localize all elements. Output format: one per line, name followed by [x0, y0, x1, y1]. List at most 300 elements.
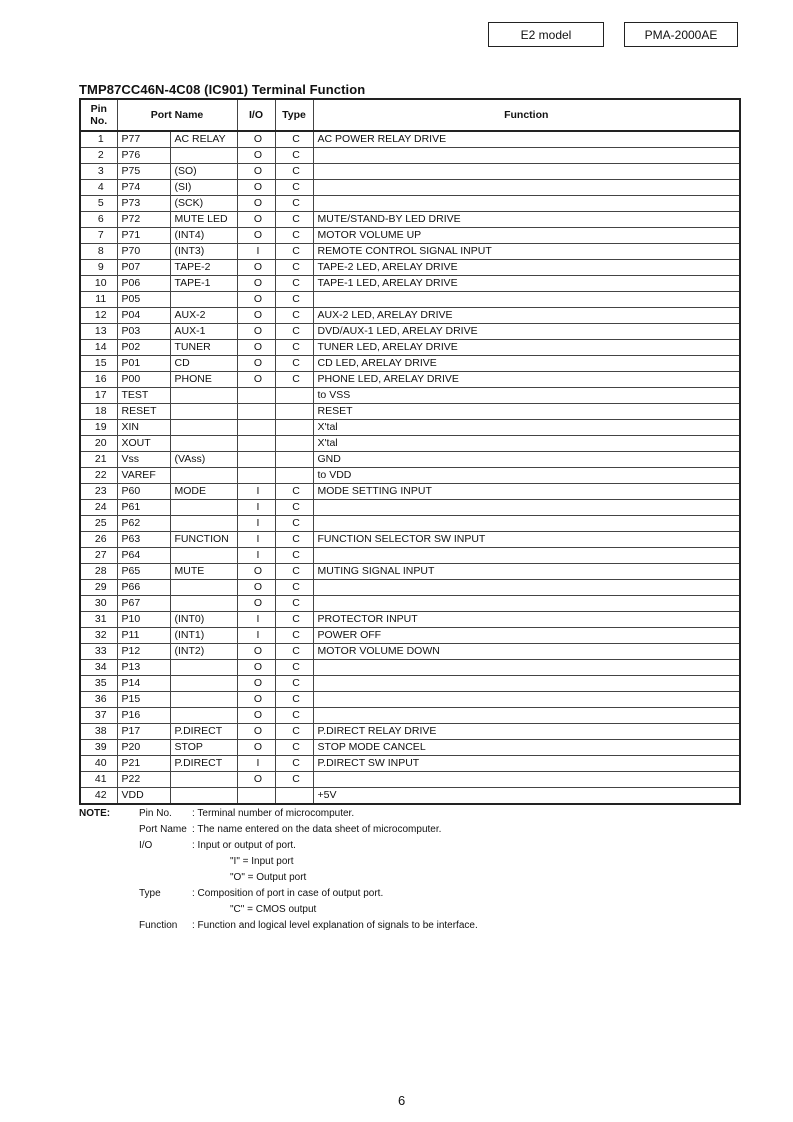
pin-cell: 23 — [80, 484, 117, 500]
table-row — [80, 484, 740, 500]
port-name-cell — [170, 596, 237, 612]
table-row — [80, 131, 740, 148]
table-row — [80, 420, 740, 436]
pin-cell: 11 — [80, 292, 117, 308]
port-cell: P77 — [117, 131, 170, 148]
type-cell: C — [275, 212, 313, 228]
port-name-cell — [170, 772, 237, 788]
io-cell: O — [237, 692, 275, 708]
type-cell — [275, 452, 313, 468]
table-row — [80, 772, 740, 788]
port-name-cell — [170, 676, 237, 692]
port-name-cell: TUNER — [170, 340, 237, 356]
io-cell: O — [237, 644, 275, 660]
pin-cell: 42 — [80, 788, 117, 805]
pin-cell: 7 — [80, 228, 117, 244]
type-cell: C — [275, 532, 313, 548]
note-term: Function — [139, 920, 178, 931]
table-row — [80, 148, 740, 164]
function-cell: MOTOR VOLUME DOWN — [313, 644, 740, 660]
port-name-cell — [170, 708, 237, 724]
port-cell: P75 — [117, 164, 170, 180]
function-cell — [313, 292, 740, 308]
table-row — [80, 340, 740, 356]
pin-cell: 39 — [80, 740, 117, 756]
function-cell — [313, 708, 740, 724]
port-name-cell: TAPE-1 — [170, 276, 237, 292]
table-row — [80, 644, 740, 660]
port-cell: P02 — [117, 340, 170, 356]
port-cell: P21 — [117, 756, 170, 772]
type-cell: C — [275, 484, 313, 500]
function-cell — [313, 164, 740, 180]
note-description: : Composition of port in case of output port. — [192, 888, 384, 899]
table-row — [80, 628, 740, 644]
io-cell: I — [237, 548, 275, 564]
port-cell: P67 — [117, 596, 170, 612]
port-name-cell: (INT0) — [170, 612, 237, 628]
pin-cell: 15 — [80, 356, 117, 372]
table-row — [80, 756, 740, 772]
pin-cell: 28 — [80, 564, 117, 580]
port-cell: P60 — [117, 484, 170, 500]
io-cell: I — [237, 500, 275, 516]
io-cell — [237, 404, 275, 420]
note-description: : Terminal number of microcomputer. — [192, 808, 355, 819]
port-cell: P12 — [117, 644, 170, 660]
header-io: I/O — [237, 99, 275, 131]
type-cell: C — [275, 580, 313, 596]
port-cell: XOUT — [117, 436, 170, 452]
port-name-cell — [170, 468, 237, 484]
type-cell: C — [275, 196, 313, 212]
pin-cell: 10 — [80, 276, 117, 292]
function-cell — [313, 500, 740, 516]
port-name-cell — [170, 548, 237, 564]
port-cell: P11 — [117, 628, 170, 644]
note-term: Type — [139, 888, 161, 899]
pin-cell: 30 — [80, 596, 117, 612]
type-cell: C — [275, 228, 313, 244]
pin-cell: 14 — [80, 340, 117, 356]
type-cell: C — [275, 260, 313, 276]
io-cell: O — [237, 260, 275, 276]
pin-cell: 41 — [80, 772, 117, 788]
io-cell: O — [237, 164, 275, 180]
port-cell: P62 — [117, 516, 170, 532]
port-cell: P07 — [117, 260, 170, 276]
port-cell: P20 — [117, 740, 170, 756]
function-cell: MOTOR VOLUME UP — [313, 228, 740, 244]
type-cell — [275, 788, 313, 805]
header-port-name: Port Name — [117, 99, 237, 131]
io-cell: O — [237, 564, 275, 580]
port-name-cell: FUNCTION — [170, 532, 237, 548]
port-name-cell: (VAss) — [170, 452, 237, 468]
port-name-cell: MUTE — [170, 564, 237, 580]
io-cell: O — [237, 148, 275, 164]
table-row — [80, 244, 740, 260]
port-cell: P14 — [117, 676, 170, 692]
type-cell: C — [275, 356, 313, 372]
pin-cell: 2 — [80, 148, 117, 164]
function-cell — [313, 180, 740, 196]
function-cell: X'tal — [313, 420, 740, 436]
port-cell: P74 — [117, 180, 170, 196]
io-cell: I — [237, 484, 275, 500]
io-cell: O — [237, 660, 275, 676]
type-cell: C — [275, 596, 313, 612]
io-cell: I — [237, 756, 275, 772]
function-cell — [313, 148, 740, 164]
io-cell: O — [237, 676, 275, 692]
type-cell: C — [275, 548, 313, 564]
pin-cell: 13 — [80, 324, 117, 340]
function-cell: RESET — [313, 404, 740, 420]
pin-cell: 33 — [80, 644, 117, 660]
io-cell: I — [237, 516, 275, 532]
port-name-cell — [170, 660, 237, 676]
table-row — [80, 164, 740, 180]
type-cell — [275, 420, 313, 436]
pin-cell: 35 — [80, 676, 117, 692]
function-cell: MODE SETTING INPUT — [313, 484, 740, 500]
port-cell: P22 — [117, 772, 170, 788]
port-name-cell: (SO) — [170, 164, 237, 180]
table-row — [80, 324, 740, 340]
pin-cell: 38 — [80, 724, 117, 740]
function-cell: X'tal — [313, 436, 740, 452]
pin-cell: 8 — [80, 244, 117, 260]
function-cell: MUTING SIGNAL INPUT — [313, 564, 740, 580]
function-cell: GND — [313, 452, 740, 468]
function-cell — [313, 676, 740, 692]
pin-cell: 19 — [80, 420, 117, 436]
pin-cell: 34 — [80, 660, 117, 676]
function-cell — [313, 516, 740, 532]
page-title: TMP87CC46N-4C08 (IC901) Terminal Function — [79, 82, 366, 97]
table-row — [80, 660, 740, 676]
io-cell — [237, 388, 275, 404]
pin-cell: 20 — [80, 436, 117, 452]
type-cell: C — [275, 292, 313, 308]
function-cell — [313, 548, 740, 564]
port-name-cell: (INT3) — [170, 244, 237, 260]
type-cell: C — [275, 340, 313, 356]
port-name-cell: (INT1) — [170, 628, 237, 644]
table-row — [80, 516, 740, 532]
type-cell: C — [275, 564, 313, 580]
port-cell: P17 — [117, 724, 170, 740]
type-cell: C — [275, 244, 313, 260]
table-row — [80, 356, 740, 372]
port-cell: P03 — [117, 324, 170, 340]
io-cell — [237, 468, 275, 484]
io-cell: O — [237, 356, 275, 372]
table-row — [80, 564, 740, 580]
function-cell — [313, 580, 740, 596]
type-cell: C — [275, 276, 313, 292]
pin-cell: 24 — [80, 500, 117, 516]
note-description: "I" = Input port — [230, 856, 294, 867]
port-cell: P04 — [117, 308, 170, 324]
pin-cell: 27 — [80, 548, 117, 564]
port-cell: P61 — [117, 500, 170, 516]
port-cell: P65 — [117, 564, 170, 580]
io-cell: I — [237, 612, 275, 628]
table-row — [80, 212, 740, 228]
port-name-cell — [170, 148, 237, 164]
type-cell — [275, 436, 313, 452]
pin-cell: 40 — [80, 756, 117, 772]
io-cell: I — [237, 532, 275, 548]
function-cell — [313, 596, 740, 612]
type-cell: C — [275, 756, 313, 772]
table-row — [80, 468, 740, 484]
port-cell: VAREF — [117, 468, 170, 484]
pin-cell: 6 — [80, 212, 117, 228]
note-term: I/O — [139, 840, 153, 851]
port-cell: P76 — [117, 148, 170, 164]
note-description: : Input or output of port. — [192, 840, 296, 851]
port-cell: P72 — [117, 212, 170, 228]
function-cell: to VDD — [313, 468, 740, 484]
port-name-cell — [170, 292, 237, 308]
type-cell: C — [275, 708, 313, 724]
table-row — [80, 532, 740, 548]
table-row — [80, 180, 740, 196]
port-cell: P73 — [117, 196, 170, 212]
note-term: Pin No. — [139, 808, 172, 819]
port-cell: P70 — [117, 244, 170, 260]
port-name-cell: (SCK) — [170, 196, 237, 212]
function-cell: PHONE LED, ARELAY DRIVE — [313, 372, 740, 388]
port-name-cell — [170, 404, 237, 420]
io-cell — [237, 420, 275, 436]
io-cell: O — [237, 708, 275, 724]
port-cell: P06 — [117, 276, 170, 292]
table-row — [80, 292, 740, 308]
type-cell — [275, 388, 313, 404]
pin-cell: 3 — [80, 164, 117, 180]
type-cell: C — [275, 500, 313, 516]
pin-cell: 37 — [80, 708, 117, 724]
pin-cell: 17 — [80, 388, 117, 404]
port-name-cell: (INT4) — [170, 228, 237, 244]
table-row — [80, 692, 740, 708]
port-name-cell — [170, 436, 237, 452]
table-row — [80, 548, 740, 564]
table-row — [80, 308, 740, 324]
function-cell: REMOTE CONTROL SIGNAL INPUT — [313, 244, 740, 260]
function-cell: TAPE-1 LED, ARELAY DRIVE — [313, 276, 740, 292]
type-cell: C — [275, 660, 313, 676]
io-cell: O — [237, 596, 275, 612]
note-description: "C" = CMOS output — [230, 904, 317, 915]
port-name-cell — [170, 388, 237, 404]
port-name-cell: (INT2) — [170, 644, 237, 660]
port-name-cell: PHONE — [170, 372, 237, 388]
io-cell: O — [237, 740, 275, 756]
port-cell: P66 — [117, 580, 170, 596]
note-description: : Function and logical level explanation of signals to be interface. — [192, 920, 478, 931]
port-name-cell: STOP — [170, 740, 237, 756]
io-cell: O — [237, 180, 275, 196]
note-label: NOTE: — [79, 808, 111, 819]
io-cell: O — [237, 772, 275, 788]
io-cell: O — [237, 292, 275, 308]
io-cell: O — [237, 228, 275, 244]
type-cell — [275, 404, 313, 420]
function-cell: TUNER LED, ARELAY DRIVE — [313, 340, 740, 356]
note-description: "O" = Output port — [230, 872, 307, 883]
function-cell: +5V — [313, 788, 740, 805]
table-row — [80, 372, 740, 388]
header-pin-no: Pin No. — [80, 99, 117, 131]
io-cell: O — [237, 308, 275, 324]
io-cell: O — [237, 580, 275, 596]
table-row — [80, 724, 740, 740]
type-cell — [275, 468, 313, 484]
port-name-cell: P.DIRECT — [170, 724, 237, 740]
port-cell: XIN — [117, 420, 170, 436]
type-cell: C — [275, 676, 313, 692]
port-cell: Vss — [117, 452, 170, 468]
function-cell: P.DIRECT SW INPUT — [313, 756, 740, 772]
pin-cell: 22 — [80, 468, 117, 484]
pin-cell: 25 — [80, 516, 117, 532]
pin-cell: 18 — [80, 404, 117, 420]
header-type: Type — [275, 99, 313, 131]
type-cell: C — [275, 692, 313, 708]
function-cell: TAPE-2 LED, ARELAY DRIVE — [313, 260, 740, 276]
table-row — [80, 596, 740, 612]
port-name-cell — [170, 516, 237, 532]
port-name-cell: AUX-2 — [170, 308, 237, 324]
function-cell: STOP MODE CANCEL — [313, 740, 740, 756]
type-cell: C — [275, 740, 313, 756]
io-cell — [237, 788, 275, 805]
function-cell: CD LED, ARELAY DRIVE — [313, 356, 740, 372]
port-name-cell — [170, 580, 237, 596]
port-cell: TEST — [117, 388, 170, 404]
function-cell — [313, 772, 740, 788]
port-cell: P05 — [117, 292, 170, 308]
port-name-cell: CD — [170, 356, 237, 372]
port-name-cell: TAPE-2 — [170, 260, 237, 276]
function-cell: POWER OFF — [313, 628, 740, 644]
note-term: Port Name — [139, 824, 187, 835]
table-row — [80, 740, 740, 756]
io-cell: I — [237, 628, 275, 644]
port-cell: P63 — [117, 532, 170, 548]
function-cell: MUTE/STAND-BY LED DRIVE — [313, 212, 740, 228]
pin-cell: 32 — [80, 628, 117, 644]
io-cell: O — [237, 340, 275, 356]
type-cell: C — [275, 644, 313, 660]
table-row — [80, 788, 740, 805]
table-header-row — [80, 99, 740, 131]
port-name-cell: P.DIRECT — [170, 756, 237, 772]
io-cell: O — [237, 324, 275, 340]
port-cell: P13 — [117, 660, 170, 676]
table-row — [80, 404, 740, 420]
pin-cell: 9 — [80, 260, 117, 276]
type-cell: C — [275, 612, 313, 628]
pin-cell: 16 — [80, 372, 117, 388]
type-cell: C — [275, 308, 313, 324]
function-cell: to VSS — [313, 388, 740, 404]
type-cell: C — [275, 772, 313, 788]
function-cell: P.DIRECT RELAY DRIVE — [313, 724, 740, 740]
function-cell: FUNCTION SELECTOR SW INPUT — [313, 532, 740, 548]
io-cell: O — [237, 131, 275, 148]
table-row — [80, 436, 740, 452]
table-row — [80, 676, 740, 692]
table-row — [80, 580, 740, 596]
function-cell: DVD/AUX-1 LED, ARELAY DRIVE — [313, 324, 740, 340]
type-cell: C — [275, 516, 313, 532]
port-cell: P00 — [117, 372, 170, 388]
port-name-cell: MUTE LED — [170, 212, 237, 228]
port-cell: P64 — [117, 548, 170, 564]
function-cell — [313, 660, 740, 676]
type-cell: C — [275, 628, 313, 644]
io-cell: O — [237, 212, 275, 228]
function-cell — [313, 196, 740, 212]
type-cell: C — [275, 148, 313, 164]
io-cell: O — [237, 372, 275, 388]
pin-cell: 29 — [80, 580, 117, 596]
header-function: Function — [313, 99, 740, 131]
port-name-cell: MODE — [170, 484, 237, 500]
pin-cell: 26 — [80, 532, 117, 548]
product-label-box: PMA-2000AE — [624, 22, 738, 47]
port-name-cell — [170, 692, 237, 708]
io-cell — [237, 452, 275, 468]
pin-cell: 12 — [80, 308, 117, 324]
page-number: 6 — [398, 1093, 406, 1108]
function-cell — [313, 692, 740, 708]
note-description: : The name entered on the data sheet of microcomputer. — [192, 824, 442, 835]
pin-cell: 31 — [80, 612, 117, 628]
model-label-box: E2 model — [488, 22, 604, 47]
port-name-cell — [170, 420, 237, 436]
io-cell: O — [237, 196, 275, 212]
type-cell: C — [275, 131, 313, 148]
table-row — [80, 388, 740, 404]
port-name-cell: (SI) — [170, 180, 237, 196]
port-cell: P71 — [117, 228, 170, 244]
table-row — [80, 276, 740, 292]
port-cell: VDD — [117, 788, 170, 805]
table-row — [80, 228, 740, 244]
port-cell: P15 — [117, 692, 170, 708]
port-cell: RESET — [117, 404, 170, 420]
io-cell — [237, 436, 275, 452]
type-cell: C — [275, 372, 313, 388]
table-row — [80, 500, 740, 516]
function-cell: AC POWER RELAY DRIVE — [313, 131, 740, 148]
port-cell: P16 — [117, 708, 170, 724]
pin-cell: 1 — [80, 131, 117, 148]
function-cell: PROTECTOR INPUT — [313, 612, 740, 628]
table-row — [80, 708, 740, 724]
function-cell: AUX-2 LED, ARELAY DRIVE — [313, 308, 740, 324]
io-cell: O — [237, 724, 275, 740]
table-row — [80, 452, 740, 468]
terminal-function-table — [79, 98, 741, 805]
